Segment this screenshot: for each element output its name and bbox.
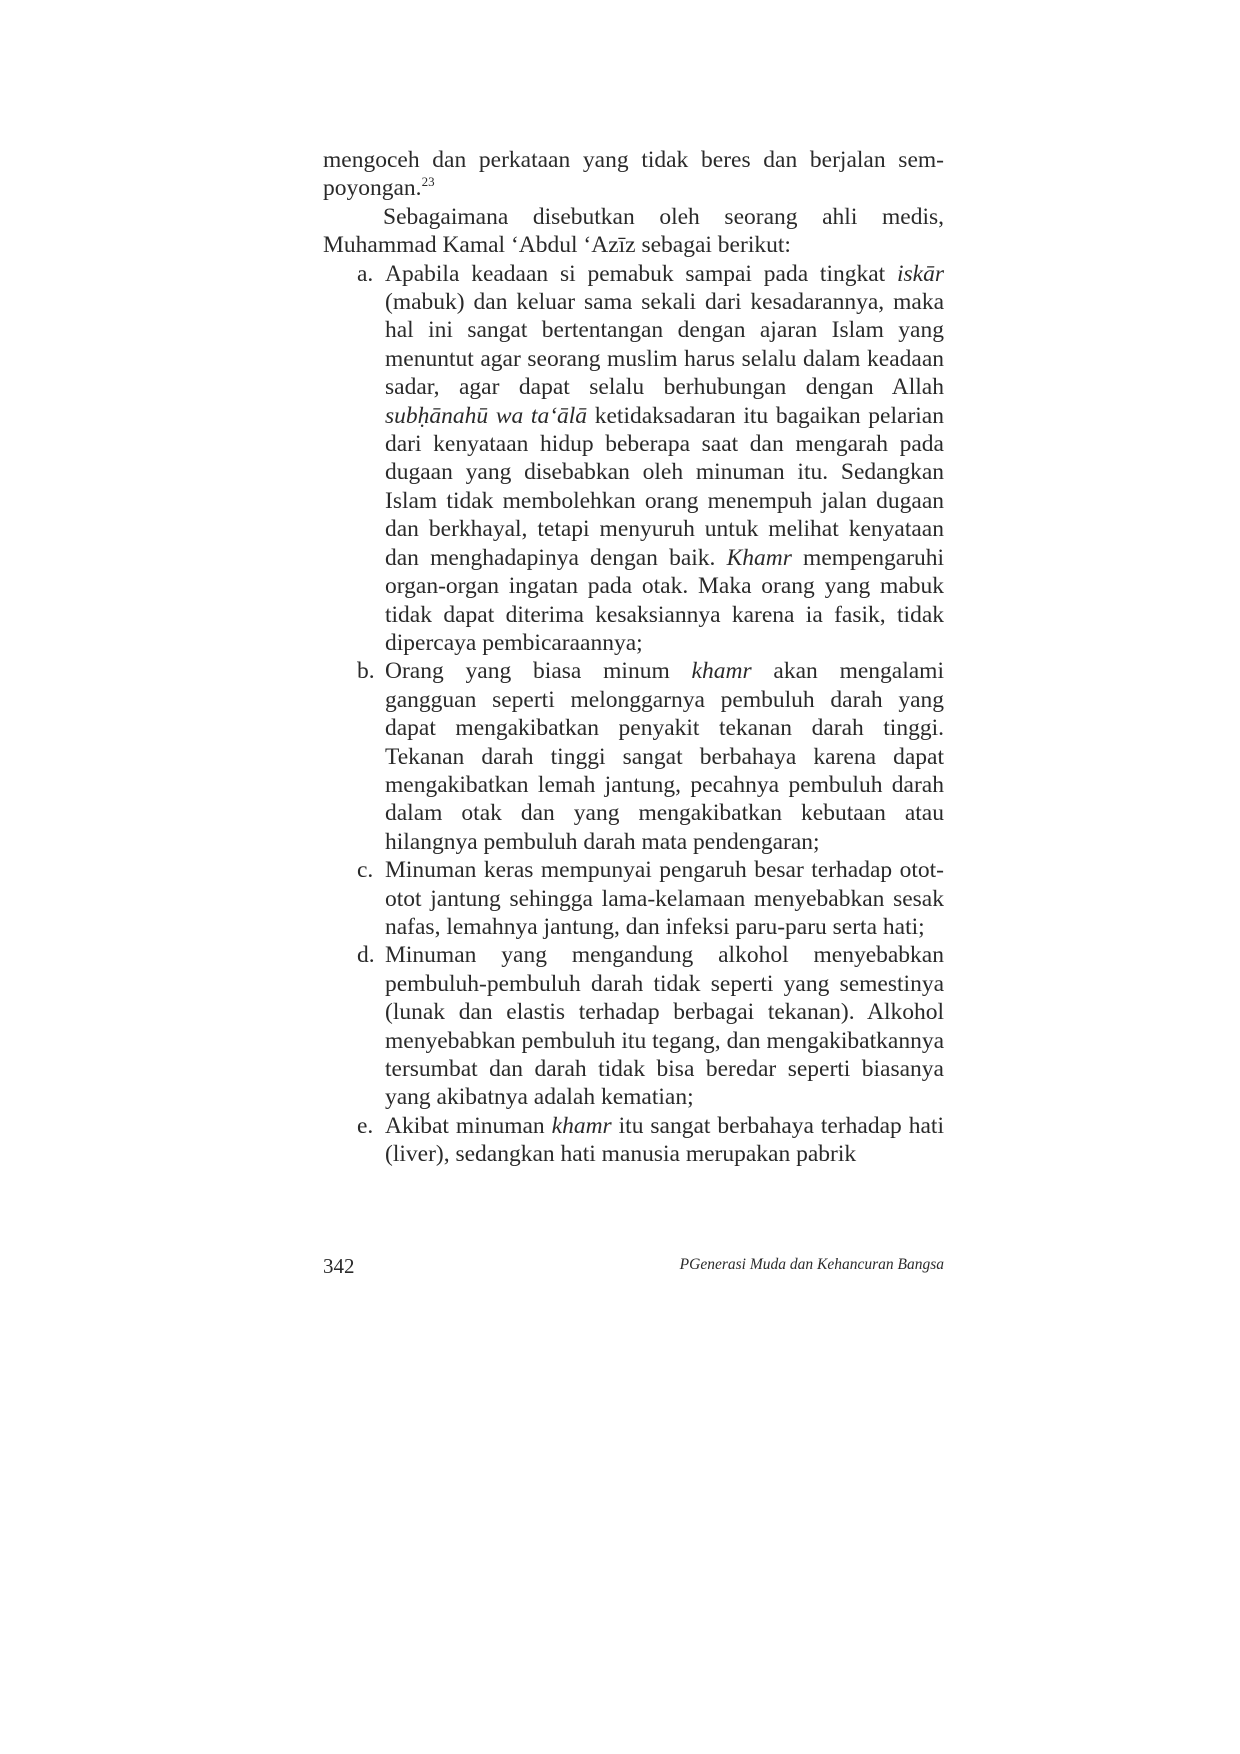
list-item-text: Apabila keadaan si pemabuk sampai pada tingkat bbox=[385, 260, 897, 287]
list-item-d bbox=[357, 941, 944, 1111]
list-item-c bbox=[357, 856, 944, 941]
page-number: 342 bbox=[323, 1254, 355, 1278]
list-marker: a. bbox=[357, 260, 374, 287]
list-item-text: akan mengalami gangguan seperti melonggarnya pembuluh darah yang dapat mengakibatkan penyakit tekanan darah tinggi. Tekanan darah tinggi sangat berbahaya karena dapat mengakibatkan lemah jantung, pecahnya pembuluh darah dalam otak dan yang mengakibatkan kebutaan atau hilangnya pembuluh darah mata pendengaran; bbox=[385, 658, 944, 855]
list-marker: b. bbox=[357, 658, 375, 685]
italic-term: iskār bbox=[897, 260, 944, 287]
italic-term: Khamr bbox=[726, 544, 792, 571]
intro-paragraph: Sebagaimana disebutkan oleh seorang ahli medis, Muhammad Kamal ‘Abdul ‘Azīz sebagai berikut: bbox=[323, 203, 944, 259]
list-item-e bbox=[357, 1112, 944, 1169]
body-text bbox=[323, 146, 944, 1169]
effects-list bbox=[323, 260, 944, 1169]
italic-term: khamr bbox=[691, 658, 752, 685]
list-item-text: itu sangat berbahaya terhadap hati (liver), sedangkan hati manusia merupakan pabrik bbox=[385, 1112, 944, 1168]
continuation-paragraph bbox=[323, 146, 944, 203]
list-item-text: Minuman keras mempunyai pengaruh besar terhadap otot-otot jantung sehingga lama-kelamaan menyebabkan sesak nafas, lemahnya jantung, dan infeksi paru-paru serta hati; bbox=[385, 857, 944, 940]
italic-term: khamr bbox=[551, 1112, 612, 1139]
continuation-text: mengoceh dan perkataan yang tidak beres dan berjalan sempoyongan. bbox=[323, 147, 944, 202]
list-item-text: (mabuk) dan keluar sama sekali dari kesadarannya, maka hal ini sangat bertentangan dengan ajaran Islam yang menuntut agar seorang muslim harus selalu dalam keadaan sadar, agar dapat selalu berhubungan dengan Allah bbox=[385, 289, 944, 401]
list-marker: d. bbox=[357, 942, 375, 969]
list-item-text: Akibat minuman bbox=[385, 1112, 552, 1139]
italic-term: subḥānahū wa ta‘ālā bbox=[385, 402, 588, 429]
list-item-text: Minuman yang mengandung alkohol menyebabkan pembuluh-pembuluh darah tidak seperti yang semestinya (lunak dan elastis terhadap berbagai tekanan). Alkohol menyebabkan pembuluh itu tegang, dan mengakibatkannya tersumbat dan darah tidak bisa beredar seperti biasanya yang akibatnya adalah kematian; bbox=[385, 942, 944, 1111]
list-marker: c. bbox=[357, 857, 374, 884]
list-marker: e. bbox=[357, 1112, 374, 1139]
running-title: PGenerasi Muda dan Kehancuran Bangsa bbox=[679, 1256, 944, 1273]
list-item-b bbox=[357, 657, 944, 856]
list-item-text: Orang yang biasa minum bbox=[385, 658, 692, 685]
list-item-text: mempengaruhi organ-organ ingatan pada otak. Maka orang yang mabuk tidak dapat diterima kesaksiannya karena ia fasik, tidak dipercaya pembicaraannya; bbox=[385, 544, 944, 656]
footnote-reference[interactable]: 23 bbox=[421, 174, 435, 190]
list-item-a bbox=[357, 260, 944, 658]
list-item-text: ketidaksadaran itu bagaikan pelarian dari kenyataan hidup beberapa saat dan mengarah pada dugaan yang disebabkan oleh minuman itu. Sedangkan Islam tidak membolehkan orang menempuh jalan dugaan dan berkhayal, tetapi menyuruh untuk melihat kenyataan dan menghadapinya dengan baik. bbox=[385, 402, 944, 571]
